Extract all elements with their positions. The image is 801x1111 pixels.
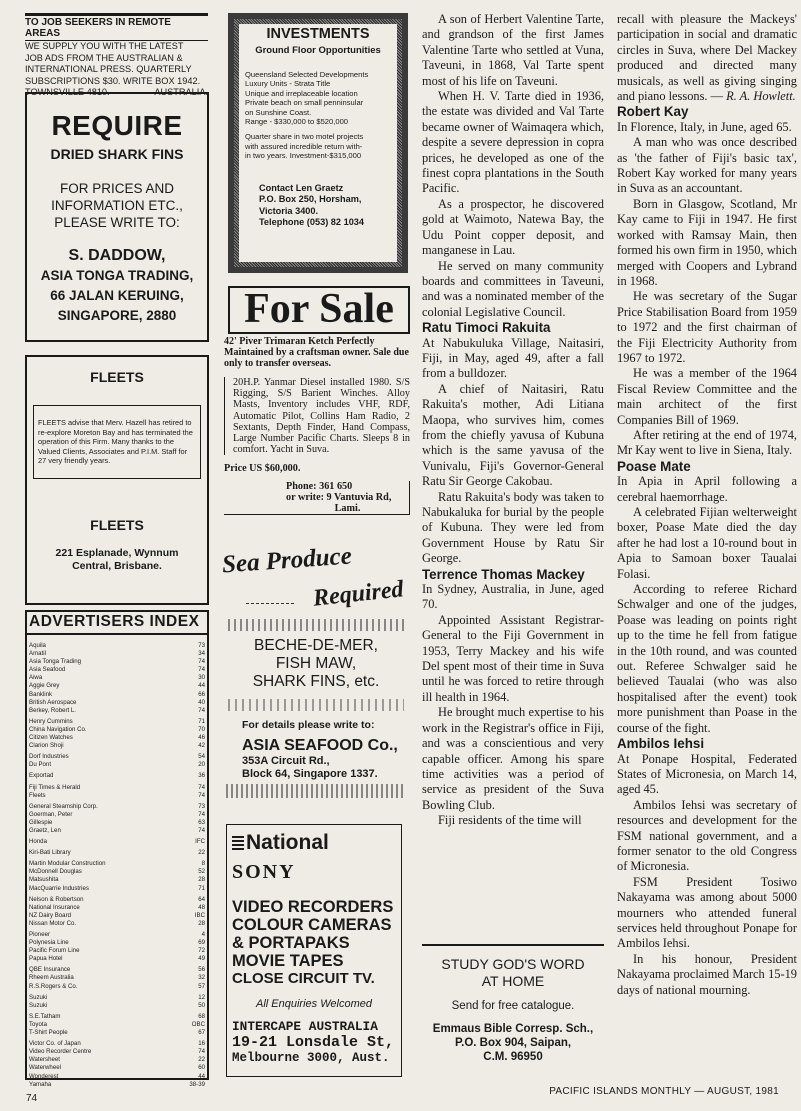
index-advertiser: Pacific Forum Line	[29, 947, 80, 955]
national-company-line: INTERCAPE AUSTRALIA	[232, 1019, 378, 1034]
index-advertiser: Fleets	[29, 791, 46, 799]
index-row	[27, 1040, 207, 1048]
index-page: 60	[198, 1064, 205, 1072]
index-row	[27, 1064, 207, 1072]
index-row	[27, 642, 207, 650]
index-advertiser: Du Pont	[29, 761, 52, 769]
study-addr-line: Emmaus Bible Corresp. Sch.,	[432, 1023, 594, 1035]
index-page: 8	[201, 860, 205, 868]
fleets-addr-line: 221 Esplanade, Wynnum	[55, 546, 179, 559]
paragraph: In Sydney, Australia, in June, aged 70.	[422, 582, 604, 612]
obituary-column-3	[422, 12, 604, 829]
sony-brand: SONY	[232, 861, 296, 883]
index-row	[27, 1013, 207, 1021]
investments-contact-line: P.O. Box 250, Horsham,	[259, 194, 362, 205]
paragraph: A celebrated Fijian welterweight boxer, Poase Mate died the day after he had lost a 10-round bout in Apia to Samoan boxer Taualai Folasi.	[617, 505, 797, 581]
investments-body-1	[245, 70, 391, 126]
index-page: 74	[198, 1048, 205, 1056]
national-product: MOVIE TAPES	[232, 952, 344, 970]
index-row	[27, 849, 207, 857]
paragraph: Ratu Rakuita's body was taken to Nabukaluka for burial by the people of Kubuna. They were led from Government House by Ratu Sir George.	[422, 489, 604, 566]
index-row	[27, 827, 207, 835]
job-seekers-ad	[25, 13, 208, 99]
national-product: CLOSE CIRCUIT TV.	[232, 970, 375, 987]
index-page: 56	[198, 966, 205, 974]
paragraph-text: recall with pleasure the Mackeys' participation in social and dramatic circles in Suva, where Del Mackey produced and directed many musicals, as well as giving singing and piano lessons.	[617, 12, 797, 104]
paragraph: In his honour, President Nakayama proclaimed March 15-19 days of national mourning.	[617, 951, 797, 997]
index-advertiser: Papua Hotel	[29, 955, 63, 963]
investments-title: INVESTMENTS	[266, 26, 370, 42]
index-row	[27, 734, 207, 742]
fleets-address	[27, 547, 207, 573]
index-row	[27, 931, 207, 939]
for-sale-details: 20H.P. Yanmar Diesel installed 1980. S/S Rigging, S/S Barient Winches. Alloy Masts, Inventory includes VHF, RDF, Automatic Pilot, Collins Ham Radio, 2 Sextants, Depth Finder, Hand Compass, Large Number Pacific Charts. Sleeps 8 in comfort. Yacht in Suva.	[224, 377, 410, 455]
index-row	[27, 939, 207, 947]
investments-line: Quarter share in two motel projects	[245, 132, 364, 142]
national-sony-ad	[226, 824, 402, 1077]
index-row	[27, 983, 207, 991]
sea-produce-word2: Required	[312, 576, 406, 612]
investments-line: on Sunshine Coast.	[245, 107, 312, 117]
investments-line: with assured incredible return with-	[245, 141, 363, 151]
obituary-heading: Ambilos Iehsi	[617, 736, 705, 752]
for-sale-ad	[224, 286, 410, 532]
paragraph: According to referee Richard Schwalger and one of the judges, Poase was leading on points right up to the time he fell from fatigue in the 10th round, and was counted out. Referee Schwalger said he believed Taualai (who was also hospitalised after the event) took more punishment than Poase in the course of the fight.	[617, 582, 797, 735]
wave-decoration	[228, 699, 404, 711]
index-page: 30	[198, 674, 205, 682]
index-advertiser: Suzuki	[29, 993, 48, 1001]
index-page: 74	[198, 666, 205, 674]
index-advertiser: Asia Tonga Trading	[29, 658, 82, 666]
index-page: 73	[198, 802, 205, 810]
sea-produce-word1: Sea Produce	[221, 542, 353, 579]
investments-line: in two years. Investment-$315,000	[245, 151, 362, 161]
index-row	[27, 718, 207, 726]
study-addr-line: P.O. Box 904, Saipan,	[454, 1037, 572, 1049]
index-page: 22	[198, 1056, 205, 1064]
index-advertiser: Rheem Australia	[29, 974, 74, 982]
index-advertiser: Clarion Shoji	[29, 742, 64, 750]
index-page: IFC	[195, 838, 205, 846]
study-sub: Send for free catalogue.	[451, 1000, 575, 1012]
index-advertiser: R.S.Rogers & Co.	[29, 982, 78, 990]
paragraph: Ambilos Iehsi was secretary of resources and development for the FSM national government, and a former senator to the old Congress of Micronesia.	[617, 797, 797, 874]
investments-line: Luxury Units - Strata Title	[245, 79, 331, 89]
index-advertiser: Aiwa	[29, 674, 43, 682]
investments-contact-line: Victoria 3400.	[259, 205, 319, 216]
wave-decoration	[246, 603, 294, 607]
index-row	[27, 666, 207, 674]
index-row	[27, 784, 207, 792]
index-page: 74	[198, 658, 205, 666]
index-row	[27, 726, 207, 734]
paragraph: In Apia in April following a cerebral haemorrhage.	[617, 474, 797, 504]
index-page: 54	[198, 753, 205, 761]
shark-addr-line: ASIA TONGA TRADING,	[40, 268, 194, 283]
index-row	[27, 1056, 207, 1064]
job-line: INTERNATIONAL PRESS. QUARTERLY	[25, 64, 192, 74]
index-page: 71	[198, 717, 205, 725]
index-advertiser: Kiri-Bati Library	[29, 849, 71, 857]
index-advertiser: Amatil	[29, 650, 46, 658]
index-advertiser: Toyota	[29, 1020, 47, 1028]
index-advertiser: McDonnell Douglas	[29, 868, 82, 876]
investments-line: Queensland Selected Developments	[245, 70, 369, 79]
sea-item: SHARK FINS, etc.	[252, 673, 380, 690]
for-sale-price: Price US $60,000.	[224, 463, 301, 475]
index-page: 38-39	[189, 1080, 205, 1088]
shark-line: INFORMATION ETC.,	[51, 198, 183, 213]
obituary-heading: Ratu Timoci Rakuita	[422, 320, 551, 336]
index-row	[27, 1048, 207, 1056]
national-brand	[232, 831, 396, 855]
index-advertiser: Nelson & Robertson	[29, 895, 84, 903]
index-page: 63	[198, 818, 205, 826]
for-sale-intro: 42' Piver Trimaran Ketch Perfectly Maintained by a craftsman owner. Sale due only to transfer overseas.	[224, 336, 409, 369]
index-advertiser: Aquila	[29, 642, 46, 649]
index-row	[27, 772, 207, 780]
for-sale-write: Lami.	[334, 503, 361, 515]
investments-contact-line: Telephone (053) 82 1034	[259, 217, 365, 228]
job-city: TOWNSVILLE 4810.	[25, 87, 110, 97]
investments-contact	[245, 183, 391, 229]
index-row	[27, 1029, 207, 1037]
national-enquiries: All Enquiries Welcomed	[256, 998, 372, 1010]
index-row	[27, 691, 207, 699]
index-row	[27, 904, 207, 912]
for-sale-contact	[224, 481, 410, 516]
index-row	[27, 868, 207, 876]
national-product: & PORTAPAKS	[232, 934, 350, 952]
index-page: 28	[198, 876, 205, 884]
index-row	[27, 1021, 207, 1029]
index-advertiser: Pioneer	[29, 931, 51, 938]
sea-item: FISH MAW,	[275, 655, 357, 672]
index-page: 4	[201, 931, 205, 938]
shark-line: FOR PRICES AND	[59, 181, 175, 196]
paragraph: Born in Glasgow, Scotland, Mr Kay came to Fiji in 1947. He first worked with Ramsay Main, then formed his own firm in 1950, which merged with Coopers and Lybrand in 1968.	[617, 196, 797, 288]
index-row	[27, 792, 207, 800]
index-row	[27, 682, 207, 690]
investments-body-2	[245, 132, 391, 160]
index-row	[27, 742, 207, 750]
wave-decoration	[226, 784, 406, 798]
index-advertiser: Honda	[29, 838, 47, 846]
national-product: COLOUR CAMERAS	[232, 916, 392, 934]
national-brand-text: National	[246, 831, 329, 854]
index-row	[27, 819, 207, 827]
shark-addr-line: S. DADDOW,	[68, 247, 166, 264]
advertisers-index	[25, 610, 209, 1088]
obituary-column-4	[617, 12, 797, 998]
sea-addr-line: Block 64, Singapore 1337.	[242, 768, 378, 780]
index-row	[27, 1073, 207, 1081]
paragraph: He was secretary of the Sugar Price Stabilisation Board from 1959 to 1972 and the first chairman of the Fiji Electricity Authority from 1967 to 1972.	[617, 289, 797, 365]
obituary-heading: Terrence Thomas Mackey	[422, 566, 585, 582]
shark-addr-line: SINGAPORE, 2880	[57, 308, 177, 323]
shark-addr-line: 66 JALAN KERUING,	[50, 288, 184, 303]
index-advertiser: British Aerospace	[29, 698, 77, 706]
study-head-line: STUDY GOD'S WORD	[441, 956, 585, 972]
investments-inner	[239, 24, 397, 262]
index-advertiser: S.E.Tatham	[29, 1012, 61, 1020]
index-advertiser: Yamaha	[29, 1080, 52, 1088]
index-row	[27, 885, 207, 893]
index-page: 70	[198, 725, 205, 733]
investments-ad	[228, 13, 408, 273]
job-country: AUSTRALIA.	[154, 87, 208, 97]
sea-produce-items	[222, 637, 410, 691]
fleets-foot: FLEETS	[90, 516, 144, 533]
index-row	[27, 658, 207, 666]
index-row	[27, 803, 207, 811]
index-page: OBC	[191, 1020, 205, 1028]
shark-fins-ad	[25, 92, 209, 342]
index-advertiser: Martin Modular Construction	[29, 860, 106, 868]
index-advertiser: Citizen Watches	[29, 734, 73, 742]
index-advertiser: Graetz, Len	[29, 826, 61, 834]
job-line: WE SUPPLY YOU WITH THE LATEST	[25, 41, 184, 51]
national-company-line: Melbourne 3000, Aust.	[232, 1051, 390, 1065]
index-advertiser: Gillespie	[29, 818, 53, 826]
index-advertiser: National Insurance	[29, 903, 80, 911]
index-page: 74	[198, 783, 205, 791]
index-page: 22	[198, 849, 205, 857]
index-page: 44	[198, 682, 205, 690]
index-page: 66	[198, 690, 205, 698]
index-row	[27, 920, 207, 928]
paragraph: Fiji residents of the time will	[438, 813, 582, 828]
index-page: 69	[198, 939, 205, 947]
index-page: 46	[198, 734, 205, 742]
sea-produce-address	[222, 755, 410, 781]
paragraph: In Florence, Italy, in June, aged 65.	[617, 119, 792, 134]
index-advertiser: T-Shirt People	[29, 1029, 68, 1037]
obituary-heading: Poase Mate	[617, 458, 691, 474]
index-row	[27, 947, 207, 955]
index-row	[27, 1002, 207, 1010]
index-page: 72	[198, 947, 205, 955]
index-row	[27, 896, 207, 904]
index-page: 48	[198, 903, 205, 911]
index-page: 74	[198, 791, 205, 799]
sea-produce-title	[221, 542, 410, 615]
index-advertiser: Dorf Industries	[29, 753, 69, 761]
shark-line: PLEASE WRITE TO:	[54, 215, 180, 230]
index-advertiser: Watersheet	[29, 1056, 60, 1064]
study-head-line: AT HOME	[481, 973, 545, 989]
index-advertiser: Matsushita	[29, 876, 59, 884]
index-page: 40	[198, 698, 205, 706]
index-page: 28	[198, 919, 205, 927]
index-advertiser: Aggie Grey	[29, 682, 60, 690]
investments-line: Range - $330,000 to $520,000	[245, 117, 349, 127]
paragraph: Appointed Assistant Registrar-General to the Fiji Government in 1953, Terry Mackey and his wife Del spent most of their time in Suva until he was forced to retire through ill health in 1964.	[422, 612, 604, 704]
index-row	[27, 1081, 207, 1089]
index-page: 32	[198, 974, 205, 982]
study-address	[422, 1022, 604, 1064]
paragraph: recall with pleasure the Mackeys' participation in social and dramatic circles in Suva, where Del Mackey produced and directed many musicals, as well as giving singing and piano lessons. — R. A. Howlett.	[617, 12, 797, 104]
index-page: 74	[198, 826, 205, 834]
national-products	[232, 898, 396, 988]
index-advertiser: Polynesia Line	[29, 939, 69, 947]
index-row	[27, 966, 207, 974]
paragraph: When H. V. Tarte died in 1936, the estate was divided and Val Tarte became owner of Waimaqera which, despite a severe depression in copra prices, he developed as one of the finest copra plantations in the South Pacific.	[422, 89, 604, 196]
national-logo-icon	[232, 836, 244, 850]
paragraph: A chief of Naitasiri, Ratu Rakuita's mother, Adi Litiana Maopa, who survives him, comes from the chiefly yavusa of Kubuna which is the same yavusa of the Vunivalu, Fiji's Governor-General Ratu Sir George Cakobau.	[422, 381, 604, 489]
paragraph: FSM President Tosiwo Nakayama was among about 5000 mourners who attended funeral services held throughout Ponape for Ambilos Iehsi.	[617, 874, 797, 951]
fleets-body	[33, 405, 201, 479]
fleets-head: FLEETS	[90, 369, 144, 385]
paragraph: He was a member of the 1964 Fiscal Review Committee and the main architect of the first Companies Bill of 1969.	[617, 366, 797, 427]
study-ad	[422, 944, 604, 1064]
index-advertiser: NZ Dairy Board	[29, 911, 71, 919]
job-seekers-body	[25, 41, 208, 99]
for-sale-head: For Sale	[228, 286, 410, 334]
index-advertiser: Fiji Times & Herald	[29, 783, 81, 791]
index-row	[27, 753, 207, 761]
paragraph: As a prospector, he discovered gold at Waimoto, Natewa Bay, the Udu Point copper deposit, and manganese in Lau.	[422, 196, 604, 258]
index-page: 42	[198, 742, 205, 750]
paragraph: After retiring at the end of 1974, Mr Kay went to live in Siena, Italy.	[617, 427, 797, 458]
obituary-heading: Robert Kay	[617, 104, 689, 120]
index-page: 67	[198, 1029, 205, 1037]
index-advertiser: MacQuarrie Industries	[29, 884, 89, 892]
index-advertiser: Nissan Motor Co.	[29, 919, 77, 927]
investments-contact-line: Contact Len Graetz	[259, 182, 344, 193]
shark-sub: DRIED SHARK FINS	[50, 146, 184, 162]
page-number: 74	[26, 1093, 38, 1104]
index-row	[27, 860, 207, 868]
index-row	[27, 674, 207, 682]
national-product: VIDEO RECORDERS	[232, 898, 394, 916]
fleets-addr-line: Central, Brisbane.	[72, 559, 162, 572]
shark-address	[27, 246, 207, 326]
index-page: 12	[198, 993, 205, 1001]
sea-produce-ad	[221, 542, 410, 805]
job-line: JOB ADS FROM THE AUSTRALIAN &	[25, 52, 183, 63]
index-row	[27, 761, 207, 769]
paragraph: At Nabukuluka Village, Naitasiri, Fiji, in May, aged 49, after a fall from a bulldozer.	[422, 335, 604, 381]
for-sale-write: or write: 9 Vantuvia Rd,	[286, 491, 392, 503]
fleets-body-text: FLEETS advise that Merv. Hazell has retired to re-explore Moreton Bay and has terminated the operation of this Firm. Many thanks to the Valued Clients, Associates and P.I.M. Staff for 27 very friendly years.	[38, 418, 193, 466]
for-sale-phone: Phone: 361 650	[286, 480, 353, 492]
index-advertiser: Banklink	[29, 690, 53, 698]
index-row	[27, 974, 207, 982]
index-row	[27, 707, 207, 715]
wave-decoration	[228, 619, 404, 631]
index-page: 74	[198, 706, 205, 714]
paragraph: A man who was once described as 'the father of Fiji's basic tax', Robert Kay worked for many years in Suva as an accountant.	[617, 135, 797, 196]
index-row	[27, 811, 207, 819]
sea-addr-line: 353A Circuit Rd.,	[242, 755, 330, 767]
index-page: 20	[198, 761, 205, 769]
index-page: 52	[198, 868, 205, 876]
index-row	[27, 838, 207, 846]
national-company-line: 19-21 Lonsdale St,	[232, 1034, 395, 1051]
index-page: 64	[198, 895, 205, 903]
index-advertiser: Suzuki	[29, 1001, 48, 1009]
index-page: 50	[198, 1001, 205, 1009]
paragraph: A son of Herbert Valentine Tarte, and grandson of the first James Valentine Tarte who settled at Vuna, Taveuni, in 1868, Val Tarte spent most of his life on Taveuni.	[422, 12, 604, 88]
index-advertiser: Video Recorder Centre	[29, 1048, 92, 1056]
index-row	[27, 955, 207, 963]
index-advertiser: China Navigation Co.	[29, 725, 87, 733]
index-page: 73	[198, 642, 205, 649]
magazine-footer: PACIFIC ISLANDS MONTHLY — AUGUST, 1981	[549, 1086, 779, 1097]
sea-produce-company: ASIA SEAFOOD Co.,	[242, 737, 398, 754]
investments-subtitle: Ground Floor Opportunities	[255, 45, 381, 56]
index-row	[27, 650, 207, 658]
index-advertiser: General Steamship Corp.	[29, 802, 98, 810]
investments-line: Private beach on small penninsular	[245, 98, 364, 108]
signature: R. A. Howlett.	[726, 89, 796, 104]
index-advertiser: Henry Cummins	[29, 717, 73, 725]
sea-item: BECHE-DE-MER,	[253, 637, 378, 654]
index-advertiser: Goerman, Peter	[29, 810, 73, 818]
index-page: IBC	[194, 911, 205, 919]
index-page: 16	[198, 1040, 205, 1048]
index-advertiser: Victor Co. of Japan	[29, 1040, 81, 1048]
index-row	[27, 994, 207, 1002]
study-addr-line: C.M. 96950	[483, 1051, 543, 1063]
job-seekers-title: TO JOB SEEKERS IN REMOTE AREAS	[25, 13, 208, 41]
index-advertiser: Exportad	[29, 772, 54, 780]
national-company	[232, 1019, 396, 1066]
index-page: 44	[198, 1072, 205, 1080]
shark-instructions	[27, 180, 207, 231]
index-page: 74	[198, 810, 205, 818]
fleets-ad	[25, 355, 209, 605]
paragraph: At Ponape Hospital, Federated States of Micronesia, on March 14, aged 45.	[617, 751, 797, 797]
index-advertiser: QBE Insurance	[29, 966, 71, 974]
shark-head: REQUIRE	[51, 110, 183, 141]
advertisers-list	[27, 642, 207, 1089]
index-page: 71	[198, 884, 205, 892]
index-advertiser: Wonderest	[29, 1072, 59, 1080]
index-page: 49	[198, 955, 205, 963]
index-advertiser: Berkey, Robert L.	[29, 706, 76, 714]
index-page: 34	[198, 650, 205, 658]
index-page: 36	[198, 772, 205, 780]
paragraph: He brought much expertise to his work in the Registrar's office in Fiji, and was a conscientious and very capable officer. Among his spare time activities was a period of service as president of the Suva Bowling Club.	[422, 705, 604, 812]
sea-produce-details: For details please write to:	[242, 719, 375, 731]
advertisers-index-title: ADVERTISERS INDEX	[27, 612, 207, 635]
investments-line: Unique and irreplaceable location	[245, 88, 358, 98]
job-line: SUBSCRIPTIONS $30. WRITE BOX 1942.	[25, 75, 201, 86]
index-row	[27, 699, 207, 707]
index-page: 68	[198, 1012, 205, 1020]
index-advertiser: Asia Seafood	[29, 666, 66, 674]
index-row	[27, 876, 207, 884]
index-advertiser: Waterwheel	[29, 1064, 61, 1072]
paragraph: He served on many community boards and committees in Taveuni, and was a nominated member of the colonial Legislative Council.	[422, 258, 604, 319]
index-row	[27, 912, 207, 920]
index-page: 57	[198, 982, 205, 990]
study-head	[422, 956, 604, 990]
